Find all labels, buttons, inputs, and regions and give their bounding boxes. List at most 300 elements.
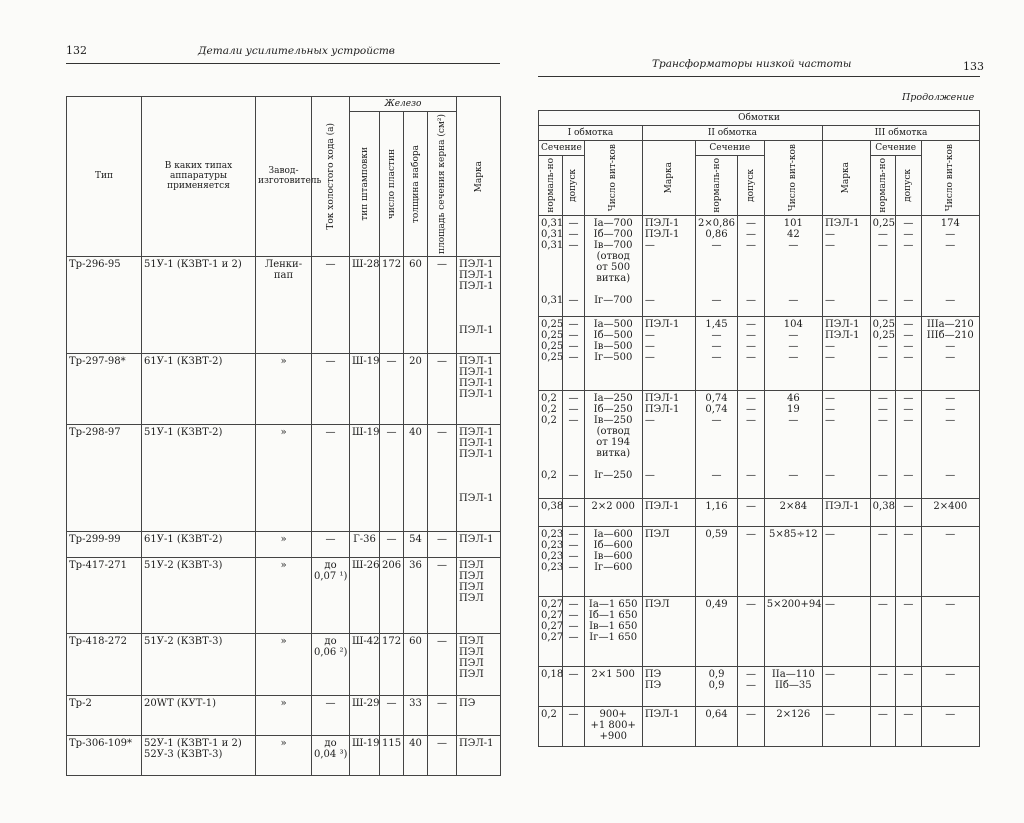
cell-turns-2-line: 2×126: [776, 708, 811, 720]
cell-brand-3-line: —: [824, 708, 835, 720]
cell-turns-2-line: [767, 273, 820, 284]
header-section-2: Сечение: [695, 141, 764, 156]
cell-apparatus: [142, 353, 256, 424]
cell-nominal-2: [695, 666, 737, 706]
cell-turns-1-line: +900: [599, 730, 627, 742]
cell-turns-1: [584, 498, 642, 526]
cell-nominal-3-line: —: [877, 351, 888, 363]
cell-nominal-1: [539, 316, 563, 390]
cell-thickness: 33: [404, 695, 428, 735]
cell-nominal-3: [870, 215, 895, 316]
cell-turns-1-line: витка): [596, 447, 631, 459]
cell-tolerance-1-line: —: [568, 414, 579, 426]
cell-current: [312, 353, 350, 424]
col-header-current: Ток холостого хода (а): [312, 97, 350, 257]
cell-turns-2-line: —: [788, 294, 799, 306]
cell-tolerance-1-line: —: [568, 550, 579, 562]
cell-turns-2: [764, 498, 822, 526]
cell-tolerance-2-line: —: [745, 392, 756, 404]
cell-turns-3-line: —: [945, 403, 956, 415]
cell-maker-line: »: [280, 355, 287, 367]
table-row: [539, 215, 980, 316]
cell-nominal-3-line: 0,25: [872, 217, 895, 229]
header-winding-1: I обмотка: [539, 126, 643, 141]
cell-turns-3-line: —: [945, 228, 956, 240]
cell-brand-line: ПЭЛ-1: [459, 388, 494, 400]
cell-nominal-2-line: —: [711, 340, 722, 352]
cell-nominal-1: [539, 666, 563, 706]
cell-nominal-1-line: 0,2: [541, 403, 557, 415]
cell-tolerance-3: [896, 215, 921, 316]
cell-nominal-1-line: 0,2: [541, 414, 557, 426]
cell-tolerance-3-line: —: [903, 239, 914, 251]
cell-brand-line: ПЭЛ-1: [459, 448, 494, 460]
cell-nominal-3-line: —: [877, 294, 888, 306]
table-row: [67, 695, 501, 735]
cell-type: Тр-306-109*: [67, 735, 142, 775]
cell-type: Тр-298-97: [67, 424, 142, 531]
cell-maker: [256, 256, 312, 353]
cell-nominal-1: [539, 526, 563, 596]
cell-current: [312, 531, 350, 557]
cell-turns-3-line: —: [945, 469, 956, 481]
cell-nominal-3-line: 0,25: [872, 318, 895, 330]
cell-nominal-3-line: —: [877, 403, 888, 415]
cell-turns-2-line: 46: [786, 392, 800, 404]
cell-maker: [256, 557, 312, 633]
cell-nominal-1: [539, 215, 563, 316]
cell-turns-1-line: Iг—700: [594, 294, 633, 306]
cell-brand-line: [459, 482, 498, 493]
cell-brand-2: [642, 526, 695, 596]
cell-brand-line: ПЭЛ-1: [459, 492, 494, 504]
cell-nominal-2-line: 0,49: [705, 598, 728, 610]
cell-stamp: Ш-26: [350, 557, 380, 633]
cell-brand-3: [822, 706, 870, 746]
cell-tolerance-1: [563, 596, 584, 666]
cell-brand-2: [642, 390, 695, 498]
cell-tolerance-3-line: [898, 448, 918, 459]
cell-brand-2-line: [645, 437, 693, 448]
cell-turns-1-line: Iг—500: [594, 351, 633, 363]
cell-turns-2-line: [767, 251, 820, 262]
cell-nominal-1-line: 0,27: [541, 631, 564, 643]
cell-turns-1-line: 900+: [599, 708, 627, 720]
cell-brand-line: [459, 314, 498, 325]
cell-tolerance-1-line: [565, 284, 581, 295]
table-row: [539, 596, 980, 666]
table-row: [539, 706, 980, 746]
cell-turns-1-line: Iв—250: [593, 414, 633, 426]
cell-nominal-1-line: [541, 459, 560, 470]
cell-brand-3-line: [825, 448, 868, 459]
cell-nominal-3-line: —: [877, 668, 888, 680]
cell-brand-3-line: ПЭЛ-1: [824, 318, 860, 330]
cell-tolerance-1-line: —: [568, 598, 579, 610]
table-row: [67, 735, 501, 775]
cell-brand-3-line: [825, 459, 868, 470]
cell-tolerance-2: [738, 666, 764, 706]
cell-nominal-3-line: 0,38: [872, 500, 895, 512]
cell-nominal-1-line: 0,23: [541, 528, 564, 540]
cell-plates: —: [380, 531, 404, 557]
cell-tolerance-1-line: —: [568, 561, 579, 573]
cell-nominal-3: [870, 498, 895, 526]
cell-nominal-2-line: 0,86: [705, 228, 728, 240]
cell-brand-3-line: —: [824, 392, 835, 404]
cell-nominal-1: [539, 498, 563, 526]
cell-brand-3: [822, 316, 870, 390]
cell-nominal-1-line: 0,23: [541, 550, 564, 562]
header-tolerance-2: допуск: [738, 156, 764, 216]
cell-brand-line: ПЭЛ-1: [459, 355, 494, 367]
cell-tolerance-2-line: [740, 437, 761, 448]
cell-brand-2-line: [645, 284, 693, 295]
cell-brand-line: ПЭЛ: [459, 570, 484, 582]
cell-nominal-2-line: [698, 426, 735, 437]
cell-tolerance-2-line: —: [745, 318, 756, 330]
header-winding-2: II обмотка: [642, 126, 822, 141]
cell-nominal-2: [695, 316, 737, 390]
cell-tolerance-1-line: [565, 437, 581, 448]
cell-nominal-2-line: 1,16: [705, 500, 728, 512]
table-row: [539, 526, 980, 596]
cell-tolerance-1: [563, 215, 584, 316]
right-header-rule: [538, 76, 980, 77]
cell-turns-1-line: Iг—600: [594, 561, 633, 573]
cell-turns-1-line: Iб—700: [593, 228, 633, 240]
cell-nominal-2-line: —: [711, 414, 722, 426]
cell-turns-1-line: 2×1 500: [591, 668, 635, 680]
header-nominal-2: нормаль-но: [695, 156, 737, 216]
cell-plates: —: [380, 353, 404, 424]
cell-nominal-1-line: 0,27: [541, 609, 564, 621]
cell-nominal-3: [870, 390, 895, 498]
cell-nominal-3-line: —: [877, 340, 888, 352]
cell-brand-2: [642, 596, 695, 666]
cell-brand-2-line: —: [644, 414, 655, 426]
header-turns-2: Число вит-ков: [764, 141, 822, 216]
cell-tolerance-3: [896, 666, 921, 706]
cell-turns-2-line: [767, 284, 820, 295]
cell-tolerance-1-line: —: [568, 392, 579, 404]
cell-nominal-2: [695, 215, 737, 316]
cell-brand-2-line: ПЭЛ-1: [644, 217, 680, 229]
header-nominal-1: нормаль-но: [539, 156, 563, 216]
cell-type: Тр-2: [67, 695, 142, 735]
cell-turns-1-line: Iб—250: [593, 403, 633, 415]
table-row: [67, 256, 501, 353]
cell-turns-2-line: —: [788, 329, 799, 341]
cell-maker-line: пап: [273, 269, 294, 281]
cell-nominal-3: [870, 666, 895, 706]
cell-current: [312, 424, 350, 531]
cell-tolerance-2: [738, 498, 764, 526]
cell-maker-line: »: [280, 559, 287, 571]
cell-tolerance-2: [738, 596, 764, 666]
cell-nominal-1-line: 0,27: [541, 598, 564, 610]
cell-brand-2-line: —: [644, 239, 655, 251]
cell-tolerance-3-line: [898, 426, 918, 437]
cell-nominal-3-line: [873, 273, 893, 284]
cell-turns-2-line: 19: [786, 403, 800, 415]
cell-turns-1-line: Iб—1 650: [588, 609, 638, 621]
header-brand-2: Марка: [642, 141, 695, 216]
cell-stamp: Ш-19: [350, 735, 380, 775]
cell-tolerance-3-line: —: [903, 351, 914, 363]
cell-area: —: [428, 353, 457, 424]
cell-tolerance-1-line: —: [568, 318, 579, 330]
cell-nominal-3-line: [873, 262, 893, 273]
cell-tolerance-1: [563, 666, 584, 706]
cell-nominal-2-line: 0,9: [708, 679, 725, 691]
cell-tolerance-2-line: —: [745, 329, 756, 341]
cell-current-line: до: [324, 559, 337, 571]
cell-brand-3-line: [825, 251, 868, 262]
cell-type: Тр-297-98*: [67, 353, 142, 424]
cell-current: [312, 633, 350, 695]
cell-apparatus: [142, 695, 256, 735]
right-running-head: Трансформаторы низкой частоты: [652, 58, 852, 70]
cell-tolerance-1-line: —: [568, 329, 579, 341]
cell-tolerance-1-line: —: [568, 228, 579, 240]
cell-tolerance-3-line: —: [903, 228, 914, 240]
cell-tolerance-1-line: —: [568, 528, 579, 540]
cell-current-line: —: [325, 697, 336, 709]
cell-turns-1-line: от 500: [596, 261, 631, 273]
cell-nominal-3-line: —: [877, 239, 888, 251]
cell-brand: [457, 735, 501, 775]
cell-tolerance-2-line: [740, 262, 761, 273]
cell-turns-2: [764, 316, 822, 390]
cell-tolerance-1: [563, 526, 584, 596]
cell-turns-3-line: [924, 284, 977, 295]
cell-turns-1-line: Iа—250: [593, 392, 633, 404]
cell-nominal-2-line: 1,45: [705, 318, 728, 330]
cell-nominal-2-line: [698, 273, 735, 284]
cell-turns-1-line: Iа—600: [593, 528, 633, 540]
cell-nominal-1-line: 0,27: [541, 620, 564, 632]
cell-turns-3-line: [924, 426, 977, 437]
cell-nominal-2-line: —: [711, 294, 722, 306]
cell-tolerance-1-line: —: [568, 403, 579, 415]
cell-brand-3: [822, 526, 870, 596]
cell-brand: [457, 353, 501, 424]
cell-brand-2: [642, 316, 695, 390]
cell-nominal-2-line: —: [711, 329, 722, 341]
cell-tolerance-3-line: [898, 459, 918, 470]
cell-brand-3-line: —: [824, 414, 835, 426]
cell-nominal-2-line: 0,64: [705, 708, 728, 720]
cell-nominal-3-line: [873, 284, 893, 295]
cell-brand-3: [822, 215, 870, 316]
cell-nominal-2: [695, 596, 737, 666]
cell-tolerance-1: [563, 390, 584, 498]
cell-brand-2-line: —: [644, 469, 655, 481]
cell-turns-3-line: [924, 448, 977, 459]
cell-brand-line: ПЭЛ: [459, 581, 484, 593]
cell-tolerance-1-line: —: [568, 351, 579, 363]
cell-nominal-3: [870, 526, 895, 596]
cell-tolerance-2-line: —: [745, 679, 756, 691]
cell-turns-2-line: 2×84: [779, 500, 808, 512]
cell-turns-1-line: Iг—250: [594, 469, 633, 481]
col-header-brand: Марка: [457, 97, 501, 257]
cell-turns-1-line: 2×2 000: [591, 500, 635, 512]
right-windings-table: [538, 110, 980, 747]
cell-turns-2-line: [767, 437, 820, 448]
cell-nominal-2-line: 0,74: [705, 392, 728, 404]
cell-tolerance-3-line: —: [903, 217, 914, 229]
table-row: [539, 390, 980, 498]
cell-tolerance-1-line: —: [568, 609, 579, 621]
cell-nominal-1-line: 0,25: [541, 329, 564, 341]
cell-nominal-3-line: —: [877, 414, 888, 426]
cell-nominal-1-line: [541, 426, 560, 437]
cell-current-line: —: [325, 426, 336, 438]
cell-brand-line: ПЭЛ-1: [459, 737, 494, 749]
cell-current-line: 0,06 ²): [314, 646, 348, 658]
cell-nominal-1-line: [541, 437, 560, 448]
cell-turns-1-line: Iв—700: [593, 239, 633, 251]
cell-turns-1-line: [587, 459, 640, 470]
cell-brand-line: ПЭЛ-1: [459, 366, 494, 378]
cell-brand-2-line: [645, 251, 693, 262]
cell-brand-2-line: ПЭ: [644, 679, 662, 691]
cell-brand-line: ПЭЛ-1: [459, 324, 494, 336]
cell-turns-2: [764, 666, 822, 706]
cell-nominal-1-line: [541, 448, 560, 459]
cell-maker: [256, 424, 312, 531]
cell-tolerance-1-line: —: [568, 668, 579, 680]
header-nominal-3: нормаль-но: [870, 156, 895, 216]
cell-nominal-2: [695, 390, 737, 498]
table-row: [539, 666, 980, 706]
cell-brand-3-line: —: [824, 351, 835, 363]
cell-tolerance-3-line: —: [903, 318, 914, 330]
cell-brand-2-line: ПЭЛ: [644, 528, 670, 540]
cell-apparatus: [142, 557, 256, 633]
cell-nominal-1-line: 0,31: [541, 239, 564, 251]
cell-tolerance-3-line: [898, 262, 918, 273]
cell-tolerance-2-line: [740, 448, 761, 459]
cell-tolerance-3-line: —: [903, 414, 914, 426]
cell-tolerance-3-line: —: [903, 500, 914, 512]
cell-turns-2-line: —: [788, 340, 799, 352]
cell-nominal-1-line: 0,23: [541, 561, 564, 573]
cell-brand-3-line: [825, 273, 868, 284]
cell-tolerance-2-line: [740, 284, 761, 295]
cell-tolerance-3-line: —: [903, 392, 914, 404]
header-turns-1: Число вит-ков: [584, 141, 642, 216]
cell-turns-3: [921, 526, 979, 596]
cell-nominal-1-line: 0,25: [541, 351, 564, 363]
cell-nominal-1-line: 0,23: [541, 539, 564, 551]
cell-nominal-3-line: [873, 251, 893, 262]
cell-brand-2-line: —: [644, 329, 655, 341]
cell-apparatus-line: 51У-1 (КЗВТ-1 и 2): [144, 258, 242, 270]
cell-plates: —: [380, 695, 404, 735]
cell-nominal-1: [539, 596, 563, 666]
table-row: [539, 498, 980, 526]
cell-tolerance-2-line: —: [745, 351, 756, 363]
cell-tolerance-1-line: —: [568, 631, 579, 643]
cell-plates: —: [380, 424, 404, 531]
header-section-3: Сечение: [870, 141, 921, 156]
cell-apparatus-line: 52У-1 (КЗВТ-1 и 2): [144, 737, 242, 749]
cell-brand-line: ПЭ: [459, 697, 476, 709]
cell-thickness: 54: [404, 531, 428, 557]
cell-brand-3-line: ПЭЛ-1: [824, 217, 860, 229]
cell-turns-1: [584, 596, 642, 666]
cell-nominal-2: [695, 706, 737, 746]
cell-type: Тр-296-95: [67, 256, 142, 353]
cell-tolerance-2-line: —: [745, 528, 756, 540]
cell-brand-line: ПЭЛ: [459, 657, 484, 669]
cell-current: [312, 695, 350, 735]
cell-tolerance-1-line: [565, 459, 581, 470]
cell-turns-3-line: [924, 459, 977, 470]
cell-brand-line: ПЭЛ-1: [459, 437, 494, 449]
cell-type: Тр-418-272: [67, 633, 142, 695]
cell-tolerance-2: [738, 316, 764, 390]
cell-turns-2-line: [767, 448, 820, 459]
cell-turns-2: [764, 390, 822, 498]
cell-nominal-2-line: [698, 448, 735, 459]
cell-tolerance-2-line: —: [745, 414, 756, 426]
cell-tolerance-2-line: [740, 273, 761, 284]
cell-brand-3-line: ПЭЛ-1: [824, 500, 860, 512]
cell-nominal-1-line: 0,31: [541, 294, 564, 306]
cell-apparatus: [142, 424, 256, 531]
cell-brand-3: [822, 498, 870, 526]
cell-maker-line: »: [280, 737, 287, 749]
cell-brand-3-line: [825, 437, 868, 448]
cell-nominal-2-line: 0,74: [705, 403, 728, 415]
cell-plates: 172: [380, 256, 404, 353]
cell-thickness: 36: [404, 557, 428, 633]
cell-area: —: [428, 256, 457, 353]
cell-apparatus-line: 51У-2 (КЗВТ-3): [144, 559, 223, 571]
cell-plates: 115: [380, 735, 404, 775]
cell-turns-3-line: —: [945, 351, 956, 363]
cell-brand-2-line: [645, 448, 693, 459]
cell-tolerance-1-line: —: [568, 217, 579, 229]
cell-turns-2-line: [767, 459, 820, 470]
cell-current-line: до: [324, 635, 337, 647]
cell-stamp: Ш-19: [350, 353, 380, 424]
cell-current-line: 0,07 ¹): [314, 570, 348, 582]
cell-thickness: 60: [404, 256, 428, 353]
cell-turns-3: [921, 498, 979, 526]
col-header-thickness: толщина набора: [404, 112, 428, 257]
cell-stamp: Г-36: [350, 531, 380, 557]
cell-brand-2-line: [645, 262, 693, 273]
header-section-1: Сечение: [539, 141, 585, 156]
cell-nominal-1-line: [541, 262, 560, 273]
cell-tolerance-2-line: [740, 459, 761, 470]
cell-brand-2-line: ПЭЛ-1: [644, 392, 680, 404]
col-header-iron: Железо: [350, 97, 457, 112]
cell-brand-3-line: ПЭЛ-1: [824, 329, 860, 341]
cell-thickness: 20: [404, 353, 428, 424]
cell-turns-2: [764, 215, 822, 316]
cell-turns-3-line: IIIа—210: [926, 318, 974, 330]
cell-nominal-1-line: 0,25: [541, 318, 564, 330]
cell-turns-2-line: 5×85÷12: [769, 528, 818, 540]
cell-tolerance-3: [896, 706, 921, 746]
cell-brand-line: ПЭЛ: [459, 592, 484, 604]
